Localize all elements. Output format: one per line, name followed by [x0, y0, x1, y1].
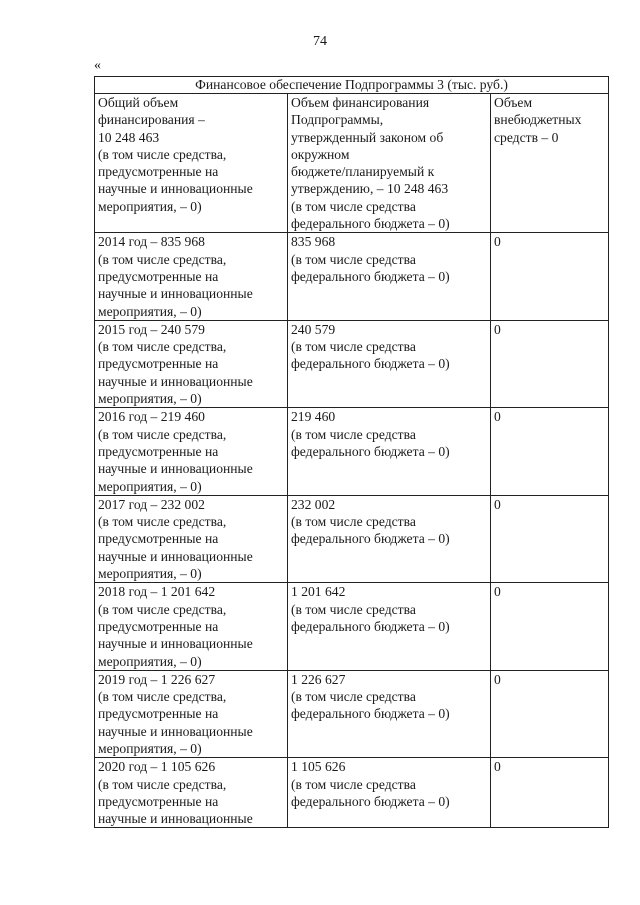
cell-line: (в том числе средства	[291, 251, 416, 267]
cell-line: (в том числе средства	[291, 198, 416, 214]
cell-line: федерального бюджета – 0)	[291, 793, 450, 809]
year-budget-cell	[288, 583, 491, 670]
cell-line: Подпрограммы,	[291, 112, 384, 128]
table-row	[95, 758, 609, 828]
cell-line: мероприятия, – 0)	[98, 391, 202, 407]
cell-line: утвержденный законом об	[291, 129, 444, 145]
year-total-cell	[95, 583, 288, 670]
cell-line: (в том числе средства,	[98, 251, 227, 267]
cell-line: предусмотренные на	[98, 164, 219, 180]
cell-line: 2019 год – 1 226 627	[98, 671, 216, 687]
table-row	[95, 495, 609, 582]
cell-line: предусмотренные на	[98, 268, 219, 284]
cell-line: 2020 год – 1 105 626	[98, 759, 216, 775]
cell-line: предусмотренные на	[98, 793, 219, 809]
financing-table	[94, 76, 609, 828]
cell-line: научные и инновационные	[98, 723, 253, 739]
cell-line: (в том числе средства,	[98, 514, 227, 530]
cell-line: средств – 0	[494, 129, 559, 145]
table-header-row	[95, 94, 609, 233]
year-extra-cell: 0	[491, 758, 609, 828]
cell-line: 2018 год – 1 201 642	[98, 584, 216, 600]
year-budget-cell	[288, 320, 491, 407]
cell-line: 1 226 627	[291, 671, 346, 687]
cell-line: (в том числе средства	[291, 514, 416, 530]
cell-line: федерального бюджета – 0)	[291, 706, 450, 722]
table-row	[95, 583, 609, 670]
cell-line: 1 105 626	[291, 759, 346, 775]
cell-line: предусмотренные на	[98, 443, 219, 459]
header-extra-cell	[491, 94, 609, 233]
cell-line: 240 579	[291, 321, 336, 337]
cell-line: научные и инновационные	[98, 286, 253, 302]
cell-line: мероприятия, – 0)	[98, 303, 202, 319]
cell-line: утверждению, – 10 248 463	[291, 181, 449, 197]
cell-line: федерального бюджета – 0)	[291, 443, 450, 459]
cell-line: 2014 год – 835 968	[98, 234, 205, 250]
cell-line: федерального бюджета – 0)	[291, 618, 450, 634]
cell-line: (в том числе средства	[291, 776, 416, 792]
page-number: 74	[313, 34, 327, 49]
table-caption: Финансовое обеспечение Подпрограммы 3 (тыс. руб.)	[95, 77, 609, 94]
header-budget-cell	[288, 94, 491, 233]
cell-line: мероприятия, – 0)	[98, 566, 202, 582]
year-total-cell	[95, 320, 288, 407]
cell-line: научные и инновационные	[98, 811, 253, 827]
cell-line: внебюджетных	[494, 112, 582, 128]
table-row	[95, 233, 609, 320]
header-total-cell	[95, 94, 288, 233]
cell-line: 219 460	[291, 409, 336, 425]
cell-line: (в том числе средства	[291, 601, 416, 617]
year-extra-cell: 0	[491, 670, 609, 757]
year-budget-cell	[288, 233, 491, 320]
cell-line: 835 968	[291, 234, 336, 250]
cell-line: (в том числе средства	[291, 339, 416, 355]
year-extra-cell: 0	[491, 495, 609, 582]
year-budget-cell	[288, 408, 491, 495]
cell-line: 232 002	[291, 496, 336, 512]
cell-line: 1 201 642	[291, 584, 346, 600]
cell-line: предусмотренные на	[98, 356, 219, 372]
cell-line: научные и инновационные	[98, 548, 253, 564]
year-extra-cell: 0	[491, 408, 609, 495]
table-row	[95, 408, 609, 495]
cell-line: (в том числе средства,	[98, 339, 227, 355]
cell-line: федерального бюджета – 0)	[291, 268, 450, 284]
cell-line: Объем финансирования	[291, 95, 430, 110]
cell-line: (в том числе средства,	[98, 426, 227, 442]
year-budget-cell	[288, 758, 491, 828]
cell-line: мероприятия, – 0)	[98, 740, 202, 756]
cell-line: научные и инновационные	[98, 181, 253, 197]
cell-line: федерального бюджета – 0)	[291, 356, 450, 372]
cell-line: мероприятия, – 0)	[98, 478, 202, 494]
cell-line: научные и инновационные	[98, 461, 253, 477]
cell-line: (в том числе средства	[291, 426, 416, 442]
cell-line: окружном	[291, 146, 350, 162]
cell-line: Объем	[494, 95, 533, 110]
cell-line: (в том числе средства,	[98, 146, 227, 162]
year-extra-cell: 0	[491, 233, 609, 320]
year-extra-cell: 0	[491, 320, 609, 407]
cell-line: 2015 год – 240 579	[98, 321, 205, 337]
cell-line: предусмотренные на	[98, 706, 219, 722]
table-row	[95, 320, 609, 407]
cell-line: 2017 год – 232 002	[98, 496, 205, 512]
year-extra-cell: 0	[491, 583, 609, 670]
table-row	[95, 670, 609, 757]
cell-line: предусмотренные на	[98, 618, 219, 634]
year-total-cell	[95, 408, 288, 495]
cell-line: бюджете/планируемый к	[291, 164, 435, 180]
year-total-cell	[95, 670, 288, 757]
cell-line: (в том числе средства,	[98, 601, 227, 617]
cell-line: финансирования –	[98, 112, 205, 128]
cell-line: федерального бюджета – 0)	[291, 216, 450, 232]
cell-line: научные и инновационные	[98, 373, 253, 389]
opening-quote: «	[94, 58, 101, 73]
cell-line: (в том числе средства	[291, 689, 416, 705]
cell-line: федерального бюджета – 0)	[291, 531, 450, 547]
year-budget-cell	[288, 670, 491, 757]
cell-line: предусмотренные на	[98, 531, 219, 547]
year-total-cell	[95, 758, 288, 828]
cell-line: Общий объем	[98, 95, 179, 110]
year-total-cell	[95, 233, 288, 320]
year-total-cell	[95, 495, 288, 582]
cell-line: мероприятия, – 0)	[98, 198, 202, 214]
cell-line: 10 248 463	[98, 129, 160, 145]
cell-line: мероприятия, – 0)	[98, 653, 202, 669]
cell-line: 2016 год – 219 460	[98, 409, 205, 425]
cell-line: научные и инновационные	[98, 636, 253, 652]
year-budget-cell	[288, 495, 491, 582]
cell-line: (в том числе средства,	[98, 776, 227, 792]
cell-line: (в том числе средства,	[98, 689, 227, 705]
